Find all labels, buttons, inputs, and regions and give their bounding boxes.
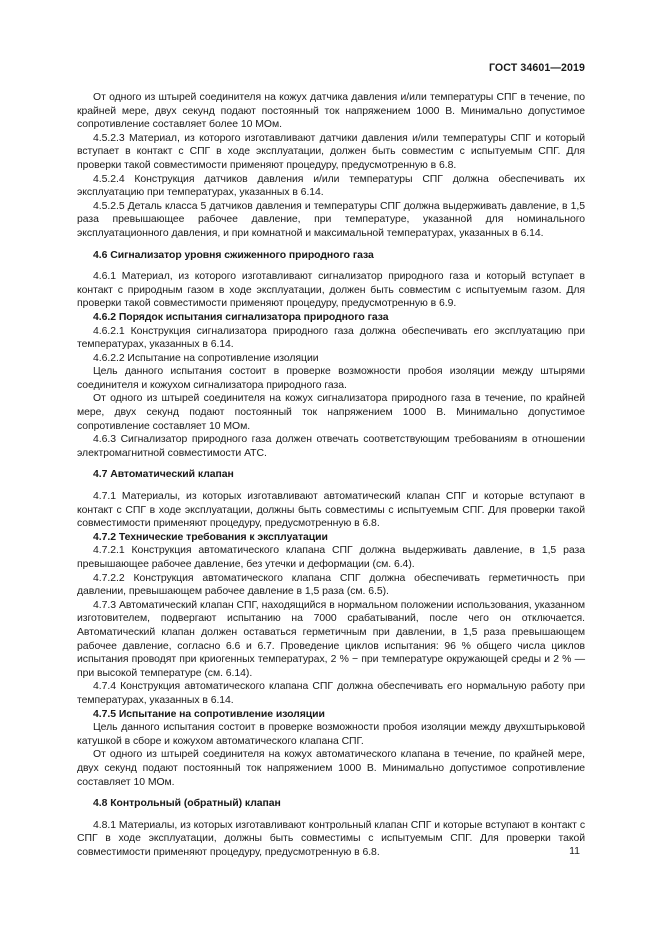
page-number: 11 [569,845,580,857]
paragraph: 4.6.1 Материал, из которого изготавливают сигнализатор природного газа и который вступает в контакт с природным газом в ходе эксплуатации, должен быть совместим с испытуемым газом. Для проверки такой совместимости применяют процедуру, предусмотренную в 6.9. [77,271,585,310]
section-heading: 4.6 Сигнализатор уровня сжиженного природного газа [93,249,374,261]
paragraph: 4.6.2.1 Конструкция сигнализатора природного газа должна обеспечивать его эксплуатацию при температурах, указанных в 6.14. [77,325,585,351]
paragraph: 4.7.4 Конструкция автоматического клапана СПГ должна обеспечивать его нормальную работу при температурах, указанных в 6.14. [77,681,585,706]
paragraph: 4.8.1 Материалы, из которых изготавливают контрольный клапан СПГ и которые вступают в контакт с СПГ в ходе эксплуатации, должны быть совместимы с испытуемым СПГ. Для проверки такой совместимости применяют процедуру, предусмотренную в 6.8. [77,819,585,858]
standard-header: ГОСТ 34601—2019 [488,62,585,74]
document-body [77,91,585,859]
paragraph: 4.5.2.3 Материал, из которого изготавливают датчики давления и/или температуры СПГ и который вступает в контакт с СПГ в ходе эксплуатации, должен быть совместим с испытуемым СПГ. Для проверки такой совместимости применяют процедуру, предусмотренную в 6.8. [77,132,585,171]
paragraph: Цель данного испытания состоит в проверке возможности пробоя изоляции между двухштырьковой катушкой в сборе и кожухом автоматического клапана СПГ. [77,722,585,747]
paragraph: 4.5.2.5 Деталь класса 5 датчиков давления и температуры СПГ должна выдерживать давление, в 1,5 раза превышающее рабочее давление, при температуре, указанной для номинального эксплуатационного давления, и при комнатной и максимальной температурах, указанных в 6.14. [77,200,585,239]
paragraph: Цель данного испытания состоит в проверке возможности пробоя изоляции между штырями соединителя и кожухом сигнализатора природного газа. [77,366,585,391]
paragraph: 4.7.1 Материалы, из которых изготавливают автоматический клапан СПГ и которые вступают в контакт с СПГ в ходе эксплуатации, должны быть совместимы с испытуемым СПГ. Для проверки такой совместимости применяют процедуру, предусмотренную в 6.8. [77,491,585,530]
paragraph: 4.6.2.2 Испытание на сопротивление изоляции [93,352,319,364]
subsection-heading: 4.7.5 Испытание на сопротивление изоляции [93,708,325,720]
paragraph: 4.7.2.2 Конструкция автоматического клапана СПГ должна обеспечивать герметичность при давлении, превышающем рабочее давление в 1,5 раза (см. 6.5). [77,572,585,598]
paragraph: 4.7.2.1 Конструкция автоматического клапана СПГ должна выдерживать давление, в 1,5 раза превышающее рабочее давление, без утечки и деформации (см. 6.4). [77,545,585,570]
section-heading: 4.7 Автоматический клапан [93,469,234,481]
paragraph: От одного из штырей соединителя на кожух автоматического клапана в течение, по крайней мере, двух секунд подают постоянный ток напряжением 1000 В. Минимально допустимое сопротивление составляет 10 МОм. [77,749,585,788]
subsection-heading: 4.7.2 Технические требования к эксплуатации [93,531,328,543]
section-heading: 4.8 Контрольный (обратный) клапан [93,798,281,810]
paragraph: 4.7.3 Автоматический клапан СПГ, находящийся в нормальном положении использования, указанном изготовителем, подвергают испытанию на 7000 срабатываний, после чего он отключается. Автоматический клапан должен оставаться герметичным при давлении, в 1,5 раза превышающем рабочее давление, согласно 6.6 и 6.7. Проведение циклов испытания: 96 % общего числа циклов испытания проводят при криогенных температурах, 2 % − при температуре окружающей среды и 2 % — при высокой температуре (см. 6.14). [77,599,585,679]
paragraph: 4.5.2.4 Конструкция датчиков давления и/или температуры СПГ должна обеспечивать их эксплуатацию при температурах, указанных в 6.14. [77,173,585,199]
paragraph: От одного из штырей соединителя на кожух сигнализатора природного газа в течение, по крайней мере, двух секунд подают постоянный ток напряжением 1000 В. Минимально допустимое сопротивление составляет 10 МОм. [77,393,585,432]
subsection-heading: 4.6.2 Порядок испытания сигнализатора природного газа [93,311,389,323]
paragraph: От одного из штырей соединителя на кожух датчика давления и/или температуры СПГ в течение, по крайней мере, двух секунд подают постоянный ток напряжением 1000 В. Минимально допустимое сопротивление составляет более 10 МОм. [77,92,585,131]
paragraph: 4.6.3 Сигнализатор природного газа должен отвечать соответствующим требованиям в отношении электромагнитной совместимости АТС. [77,434,585,459]
